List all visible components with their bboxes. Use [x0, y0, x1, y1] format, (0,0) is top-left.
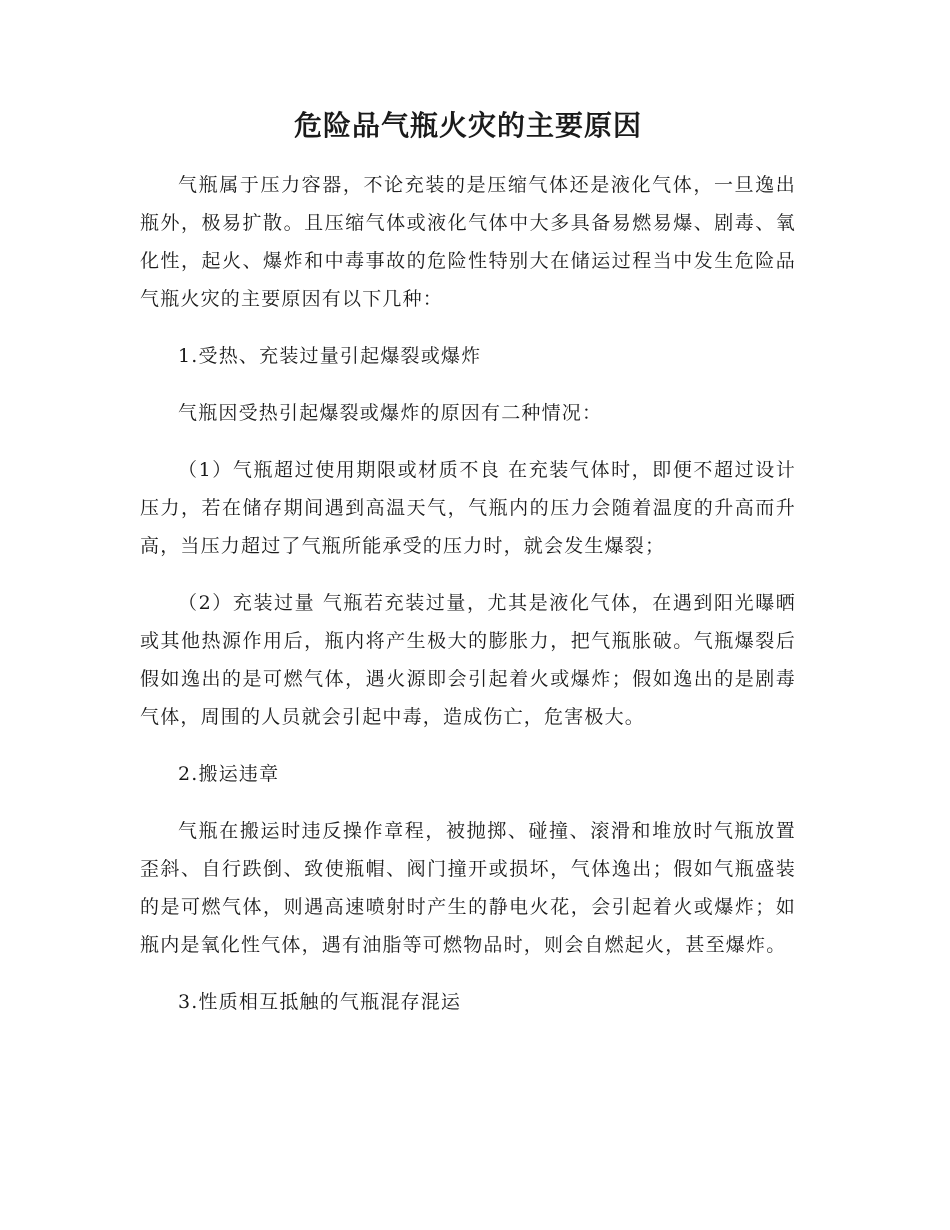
intro-paragraph: 气瓶属于压力容器，不论充装的是压缩气体还是液化气体，一旦逸出瓶外，极易扩散。且压缩气体或液化气体中大多具备易燃易爆、剧毒、氧化性，起火、爆炸和中毒事故的危险性特别大在储运过程当中发生危险品气瓶火灾的主要原因有以下几种： [140, 174, 796, 311]
section-heading-2: 2.搬运违章 [178, 763, 280, 786]
section-heading-3: 3.性质相互抵触的气瓶混存混运 [178, 991, 462, 1014]
document-title: 危险品气瓶火灾的主要原因 [293, 109, 642, 142]
document-body [140, 108, 796, 1040]
section-heading-1: 1.受热、充装过量引起爆裂或爆炸 [178, 345, 482, 368]
section1-item-1: （1）气瓶超过使用期限或材质不良 在充装气体时，即便不超过设计压力，若在储存期间遇到高温天气，气瓶内的压力会随着温度的升高而升高，当压力超过了气瓶所能承受的压力时，就会发生爆裂； [140, 459, 796, 558]
section1-item-2: （2）充装过量 气瓶若充装过量，尤其是液化气体，在遇到阳光曝晒或其他热源作用后，瓶内将产生极大的膨胀力，把气瓶胀破。气瓶爆裂后假如逸出的是可燃气体，遇火源即会引起着火或爆炸；假如逸出的是剧毒气体，周围的人员就会引起中毒，造成伤亡，危害极大。 [140, 592, 796, 729]
section1-lead-paragraph: 气瓶因受热引起爆裂或爆炸的原因有二种情况： [178, 402, 603, 425]
section2-body-paragraph: 气瓶在搬运时违反操作章程，被抛掷、碰撞、滚滑和堆放时气瓶放置歪斜、自行跌倒、致使瓶帽、阀门撞开或损坏，气体逸出；假如气瓶盛装的是可燃气体，则遇高速喷射时产生的静电火花，会引起着火或爆炸；如瓶内是氧化性气体，遇有油脂等可燃物品时，则会自燃起火，甚至爆炸。 [140, 820, 796, 957]
